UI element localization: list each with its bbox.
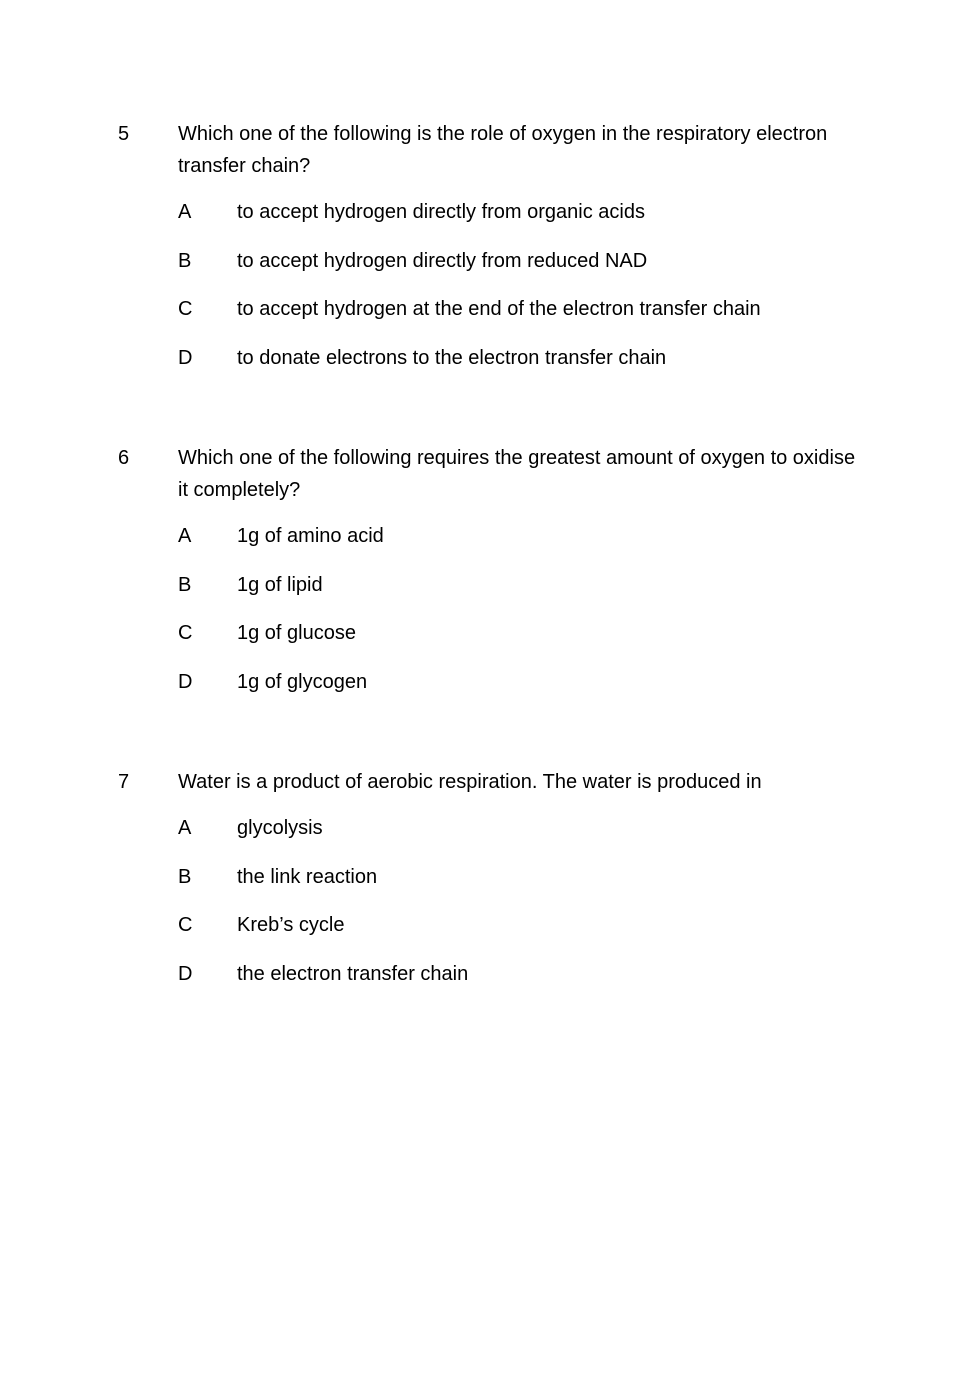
option-a — [178, 815, 858, 864]
option-letter: D — [178, 347, 193, 370]
option-b — [178, 248, 858, 297]
question-number: 5 — [118, 123, 130, 145]
option-text: Kreb’s cycle — [237, 914, 345, 937]
option-text: to donate electrons to the electron transfer chain — [237, 347, 667, 370]
question-stem — [118, 766, 858, 798]
option-b — [178, 864, 858, 913]
option-d — [178, 961, 858, 1010]
option-d — [178, 345, 858, 394]
option-text: to accept hydrogen directly from reduced NAD — [237, 249, 648, 272]
option-c — [178, 296, 858, 345]
option-text: 1g of glucose — [237, 622, 356, 645]
option-letter: A — [178, 201, 192, 223]
option-letter: C — [178, 298, 193, 321]
option-letter: D — [178, 671, 193, 694]
option-letter: B — [178, 249, 192, 272]
option-text: glycolysis — [237, 817, 323, 839]
question-text: Which one of the following is the role of oxygen in the respiratory electron transfer chain? — [178, 123, 828, 177]
option-c — [178, 912, 858, 961]
question-stem — [118, 442, 858, 506]
option-a — [178, 523, 858, 572]
option-d — [178, 669, 858, 718]
question-text: Which one of the following requires the greatest amount of oxygen to oxidise it completely? — [178, 447, 856, 501]
option-letter: A — [178, 817, 192, 839]
option-c — [178, 620, 858, 669]
question-6 — [118, 442, 858, 718]
option-text: 1g of lipid — [237, 573, 323, 596]
option-text: to accept hydrogen at the end of the electron transfer chain — [237, 298, 761, 321]
question-number: 7 — [118, 771, 130, 793]
option-list — [178, 815, 858, 1010]
question-text: Water is a product of aerobic respiration. The water is produced in — [178, 771, 762, 793]
option-letter: B — [178, 865, 192, 888]
option-text: to accept hydrogen directly from organic acids — [237, 201, 645, 223]
question-stem — [118, 118, 858, 182]
option-text: 1g of amino acid — [237, 525, 384, 547]
option-letter: C — [178, 914, 193, 937]
question-5 — [118, 118, 858, 394]
option-letter: C — [178, 622, 193, 645]
option-text: the electron transfer chain — [237, 963, 469, 986]
option-letter: D — [178, 963, 193, 986]
question-number: 6 — [118, 447, 130, 469]
option-text: the link reaction — [237, 865, 378, 888]
option-text: 1g of glycogen — [237, 671, 368, 694]
option-a — [178, 199, 858, 248]
option-letter: B — [178, 573, 192, 596]
option-letter: A — [178, 525, 192, 547]
question-7 — [118, 766, 858, 1010]
option-b — [178, 572, 858, 621]
option-list — [178, 199, 858, 394]
option-list — [178, 523, 858, 718]
